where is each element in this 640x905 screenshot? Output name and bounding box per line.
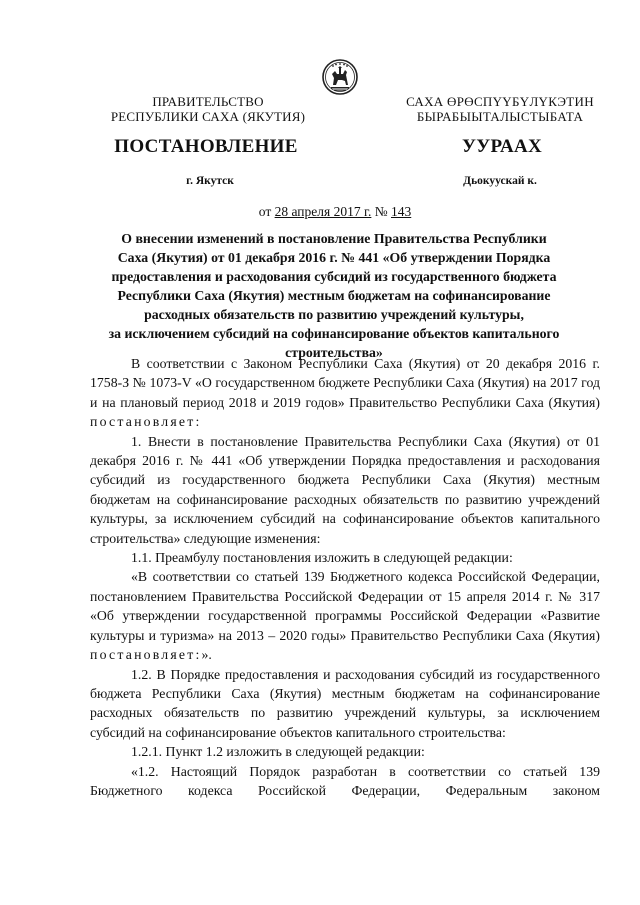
paragraph-item-1-2-1: 1.2.1. Пункт 1.2 изложить в следующей редакции: — [131, 744, 425, 760]
coat-of-arms-icon — [322, 57, 358, 97]
government-name-line2: РЕСПУБЛИКИ САХА (ЯКУТИЯ) — [110, 109, 306, 124]
heading-line: расходных обязательств по развитию учреждений культуры, — [144, 307, 524, 322]
document-type-yakut: УУРААХ — [461, 136, 543, 157]
government-name-russian — [93, 94, 323, 124]
government-name-yakut-line1: САХА ӨРӨСПҮҮБҮЛҮКЭТИН — [406, 94, 594, 109]
heading-line: предоставления и расходования субсидий из государственного бюджета — [111, 269, 557, 284]
city-yakut: Дьокуускай к. — [463, 175, 537, 187]
date-and-number — [200, 204, 470, 220]
heading-line: Саха (Якутия) от 01 декабря 2016 г. № 441 «Об утверждении Порядка — [117, 250, 551, 265]
number-label: № — [371, 204, 391, 219]
paragraph-text: В соответствии с Законом Республики Саха (Якутия) от 20 декабря 2016 г. 1758-З № 1073-V «О государственном бюджете Республики Саха (Якутия) на 2017 год и на плановый период 2018 и 2019 годов» Правительство Республики Саха (Якутия) — [90, 356, 600, 410]
spaced-keyword: постановляет: — [90, 414, 202, 430]
quote-end: ». — [201, 647, 212, 663]
paragraph-item-1-1: 1.1. Преамбулу постановления изложить в следующей редакции: — [131, 550, 513, 566]
paragraph-preamble — [90, 354, 600, 432]
paragraph-item-1-2: 1.2. В Порядке предоставления и расходования субсидий из государственного бюджета Республики Саха (Якутия) местным бюджетам на софинансирование расходных обязательств по развитию учреждений культуры, за исключением субсидий на софинансирование объектов капитального строительства: — [90, 666, 600, 740]
paragraph-item-1: 1. Внести в постановление Правительства Республики Саха (Якутия) от 01 декабря 2016 г. № 441 «Об утверждении Порядка предоставления и расходования субсидий из государственного бюджета Республики Саха (Якутия) местным бюджетам на софинансирование расходных обязательств по развитию учреждений культуры, за исключением субсидий на софинансирование объектов капитального строительства» следующие изменения: — [90, 433, 600, 546]
paragraph-text: «В соответствии со статьей 139 Бюджетного кодекса Российской Федерации, постановлением Правительства Российской Федерации от 15 апреля 2014 г. № 317 «Об утверждении государственной программы Российской Федерации «Развитие культуры и туризма» на 2013 – 2020 годы» Правительство Республики Саха (Якутия) — [90, 569, 600, 643]
paragraph-quote-preamble — [90, 567, 600, 664]
heading-line: строительства» — [285, 345, 383, 360]
city-russian: г. Якутск — [186, 175, 234, 187]
spaced-keyword: постановляет: — [90, 647, 202, 663]
document-number: 143 — [391, 204, 412, 219]
heading-line: за исключением субсидий на софинансирование объектов капитального — [108, 326, 560, 341]
document-body — [90, 354, 600, 800]
dateline-prefix: от — [258, 204, 275, 219]
paragraph-quote-1-2: «1.2. Настоящий Порядок разработан в соответствии со статьей 139 Бюджетного кодекса Российской Федерации, Федеральным законом — [90, 763, 600, 798]
document-date: 28 апреля 2017 г. — [274, 204, 372, 219]
government-name-yakut — [385, 94, 615, 124]
government-name-yakut-line2: БЫРАБЫЫТАЛЫСТЫБАТА — [416, 109, 584, 124]
heading-line: О внесении изменений в постановление Правительства Республики — [121, 231, 547, 246]
document-type-russian: ПОСТАНОВЛЕНИЕ — [114, 136, 298, 157]
document-heading — [84, 229, 584, 362]
government-name-line1: ПРАВИТЕЛЬСТВО — [152, 94, 264, 109]
heading-line: Республики Саха (Якутия) местным бюджетам на софинансирование — [117, 288, 551, 303]
